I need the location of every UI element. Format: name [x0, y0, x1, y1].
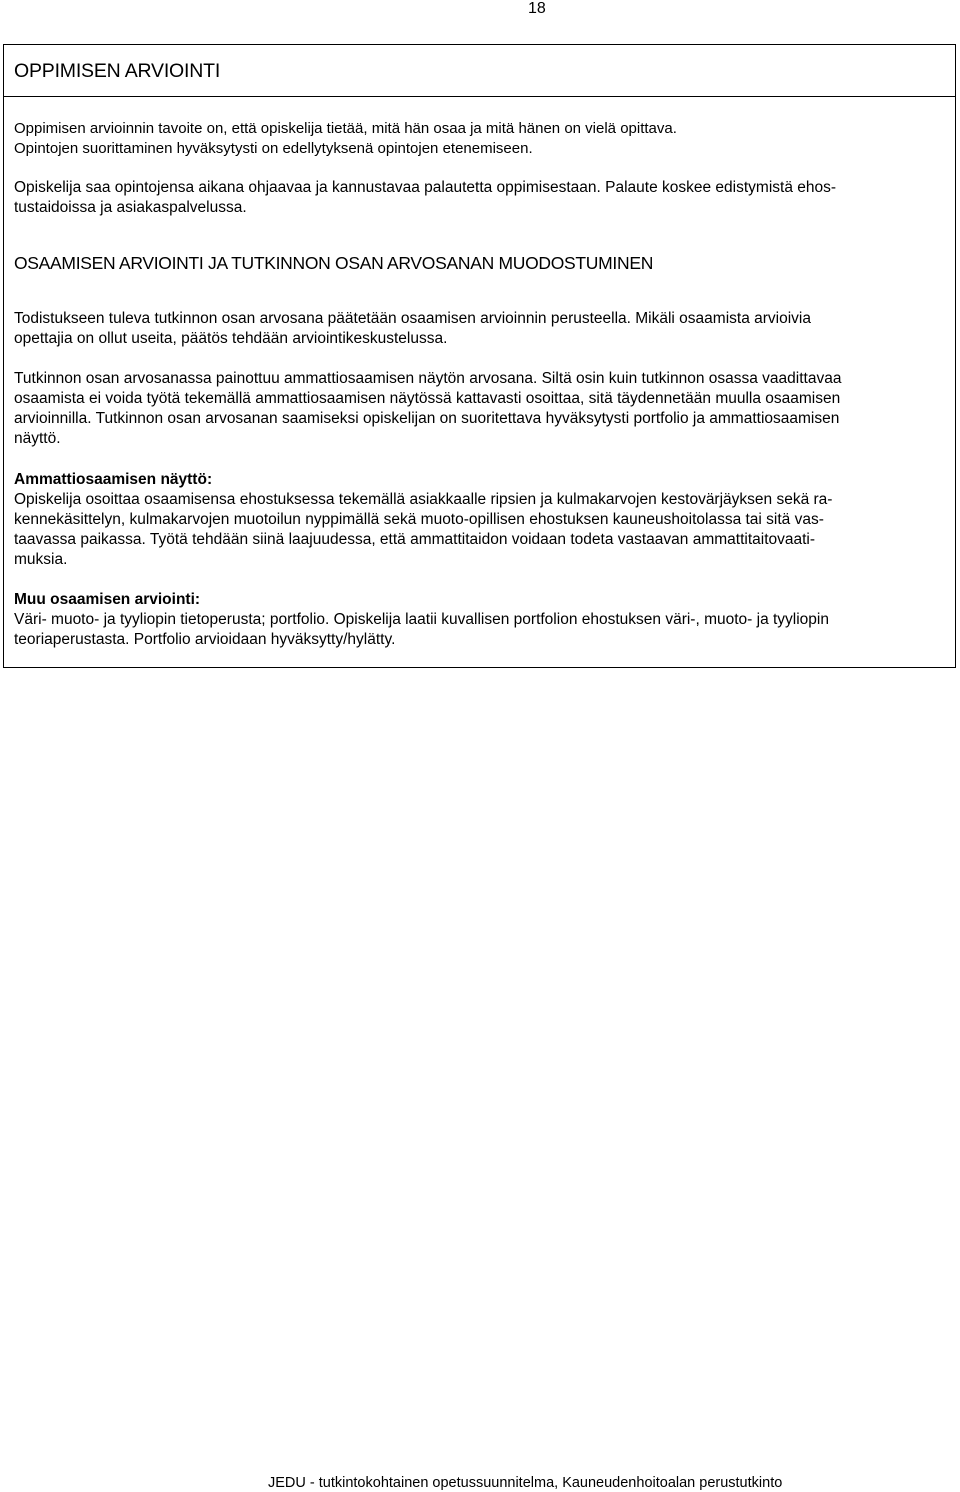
section-title: OPPIMISEN ARVIOINTI — [14, 60, 221, 82]
intro-line: Oppimisen arvioinnin tavoite on, että opiskelija tietää, mitä hän osaa ja mitä hänen on vielä opittava. — [14, 120, 677, 137]
feedback-paragraph — [14, 178, 946, 218]
feedback-line: tustaidoissa ja asiakaspalvelussa. — [14, 199, 247, 216]
page-number: 18 — [528, 0, 546, 17]
subheading: OSAAMISEN ARVIOINTI JA TUTKINNON OSAN ARVOSANAN MUODOSTUMINEN — [14, 253, 654, 273]
demonstration-line: muksia. — [14, 551, 68, 568]
weighting-line: näyttö. — [14, 430, 61, 447]
intro-paragraph — [14, 119, 946, 159]
grade-paragraph — [14, 309, 946, 349]
demonstration-line: taavassa paikassa. Työtä tehdään siinä laajuudessa, että ammattitaidon voidaan todeta vastaavan ammattitaitovaati- — [14, 531, 816, 548]
other-assessment-line: teoriaperustasta. Portfolio arvioidaan hyväksytty/hylätty. — [14, 631, 396, 648]
assessment-section-box — [3, 44, 956, 668]
grade-line: opettajia on ollut useita, päätös tehdään arviointikeskustelussa. — [14, 330, 448, 347]
section-header — [4, 45, 955, 97]
demonstration-line: kennekäsittelyn, kulmakarvojen muotoilun nyppimällä sekä muoto-opillisen ehostuksen kauneushoitolassa tai sitä vas- — [14, 511, 824, 528]
demonstration-block — [14, 470, 946, 570]
intro-line: Opintojen suorittaminen hyväksytysti on edellytyksenä opintojen etenemiseen. — [14, 140, 533, 157]
weighting-line: arvioinnilla. Tutkinnon osan arvosanan saamiseksi opiskelijan on suoritettava hyväksytysti portfolio ja ammattiosaamisen — [14, 410, 840, 427]
weighting-line: osaamista ei voida työtä tekemällä ammattiosaamisen näytössä kattavasti osoittaa, sitä täydennetään muulla osaamisen — [14, 390, 841, 407]
other-assessment-label: Muu osaamisen arviointi: — [14, 591, 201, 608]
other-assessment-line: Väri- muoto- ja tyyliopin tietoperusta; portfolio. Opiskelija laatii kuvallisen portfolion ehostuksen väri-, muoto- ja tyyliopin — [14, 611, 829, 628]
other-assessment-block — [14, 590, 946, 650]
weighting-line: Tutkinnon osan arvosanassa painottuu ammattiosaamisen näytön arvosana. Siltä osin kuin tutkinnon osassa vaadittavaa — [14, 370, 842, 387]
feedback-line: Opiskelija saa opintojensa aikana ohjaavaa ja kannustavaa palautetta oppimisestaan. Palaute koskee edistymistä ehos- — [14, 179, 837, 196]
weighting-paragraph — [14, 369, 946, 449]
demonstration-line: Opiskelija osoittaa osaamisensa ehostuksessa tekemällä asiakkaalle ripsien ja kulmakarvojen kestovärjäyksen sekä ra- — [14, 491, 833, 508]
page-footer: JEDU - tutkintokohtainen opetussuunnitelma, Kauneudenhoitoalan perustutkinto — [268, 1475, 783, 1491]
demonstration-label: Ammattiosaamisen näyttö: — [14, 471, 213, 488]
grade-line: Todistukseen tuleva tutkinnon osan arvosana päätetään osaamisen arvioinnin perusteella. Mikäli osaamista arvioivia — [14, 310, 811, 327]
